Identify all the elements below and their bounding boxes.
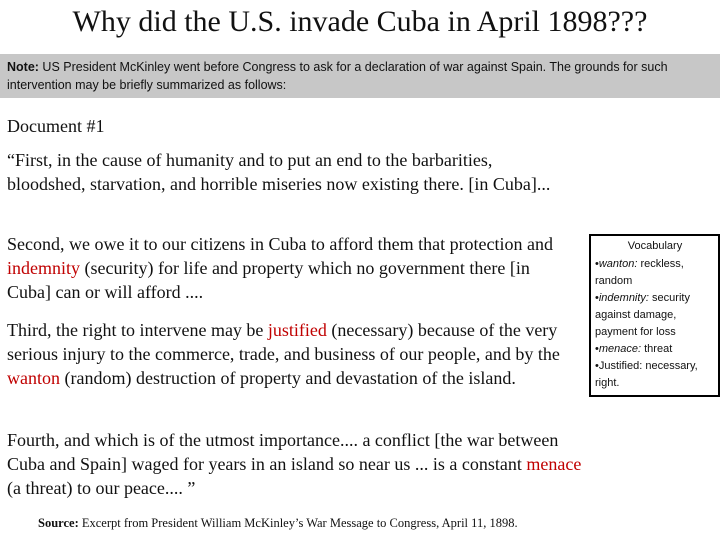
note-banner	[0, 54, 720, 98]
source-text: Excerpt from President William McKinley’s War Message to Congress, April 11, 1898.	[78, 516, 518, 530]
paragraph-second-text: Second, we owe it to our citizens in Cuba to afford them that protection and	[7, 234, 554, 254]
vocab-term: menace:	[598, 343, 642, 355]
term-wanton: wanton	[7, 368, 60, 388]
vocab-bullet: •	[595, 292, 599, 304]
vocab-item-menace	[595, 341, 715, 358]
term-justified: justified	[267, 320, 327, 340]
paragraph-first: “First, in the cause of humanity and to put an end to the barbarities, bloodshed, starvation, and horrible miseries now existing there. [in Cuba]...	[7, 150, 551, 194]
vocab-term: Justified:	[598, 360, 643, 372]
page-title: Why did the U.S. invade Cuba in April 1898???	[72, 5, 648, 38]
vocab-bullet: •	[595, 258, 599, 270]
note-label: Note:	[7, 60, 39, 74]
vocab-term: wanton:	[598, 258, 638, 270]
vocab-item-indemnity	[595, 290, 715, 341]
vocab-definition: reckless, random	[595, 258, 684, 287]
vocab-term: indemnity:	[598, 292, 649, 304]
paragraph-fourth-text-end: (a threat) to our peace.... ”	[7, 478, 196, 498]
vocabulary-box	[589, 234, 720, 397]
vocab-bullet: •	[595, 360, 599, 372]
paragraph-third	[7, 318, 567, 390]
paragraph-third-text-end: (random) destruction of property and devastation of the island.	[60, 368, 516, 388]
vocab-definition: necessary, right.	[595, 360, 698, 389]
vocab-definition: security against damage, payment for loss	[595, 292, 690, 338]
vocab-bullet: •	[595, 343, 599, 355]
vocabulary-title: Vocabulary	[627, 240, 683, 252]
paragraph-second-text-end: (security) for life and property which no government there [in Cuba] can or will afford ....	[7, 258, 530, 302]
note-text: US President McKinley went before Congress to ask for a declaration of war against Spain. The grounds for such intervention may be briefly summarized as follows:	[7, 60, 668, 92]
source-citation	[38, 515, 518, 531]
paragraph-fourth-text: Fourth, and which is of the utmost importance.... a conflict [the war between Cuba and Spain] waged for years in an island so near us ... is a constant	[7, 430, 559, 474]
source-label: Source:	[38, 516, 79, 530]
vocab-item-justified	[595, 358, 715, 392]
document-heading: Document #1	[7, 116, 105, 136]
vocab-item-wanton	[595, 256, 715, 290]
paragraph-third-text: Third, the right to intervene may be	[7, 320, 268, 340]
vocab-definition: threat	[641, 343, 673, 355]
paragraph-fourth	[7, 428, 582, 500]
paragraph-second	[7, 232, 562, 304]
paragraph-third-text-middle: (necessary) because of the very serious injury to the commerce, trade, and business of our people, and by the	[7, 320, 560, 364]
term-indemnity: indemnity	[7, 258, 80, 278]
term-menace: menace	[526, 454, 582, 474]
